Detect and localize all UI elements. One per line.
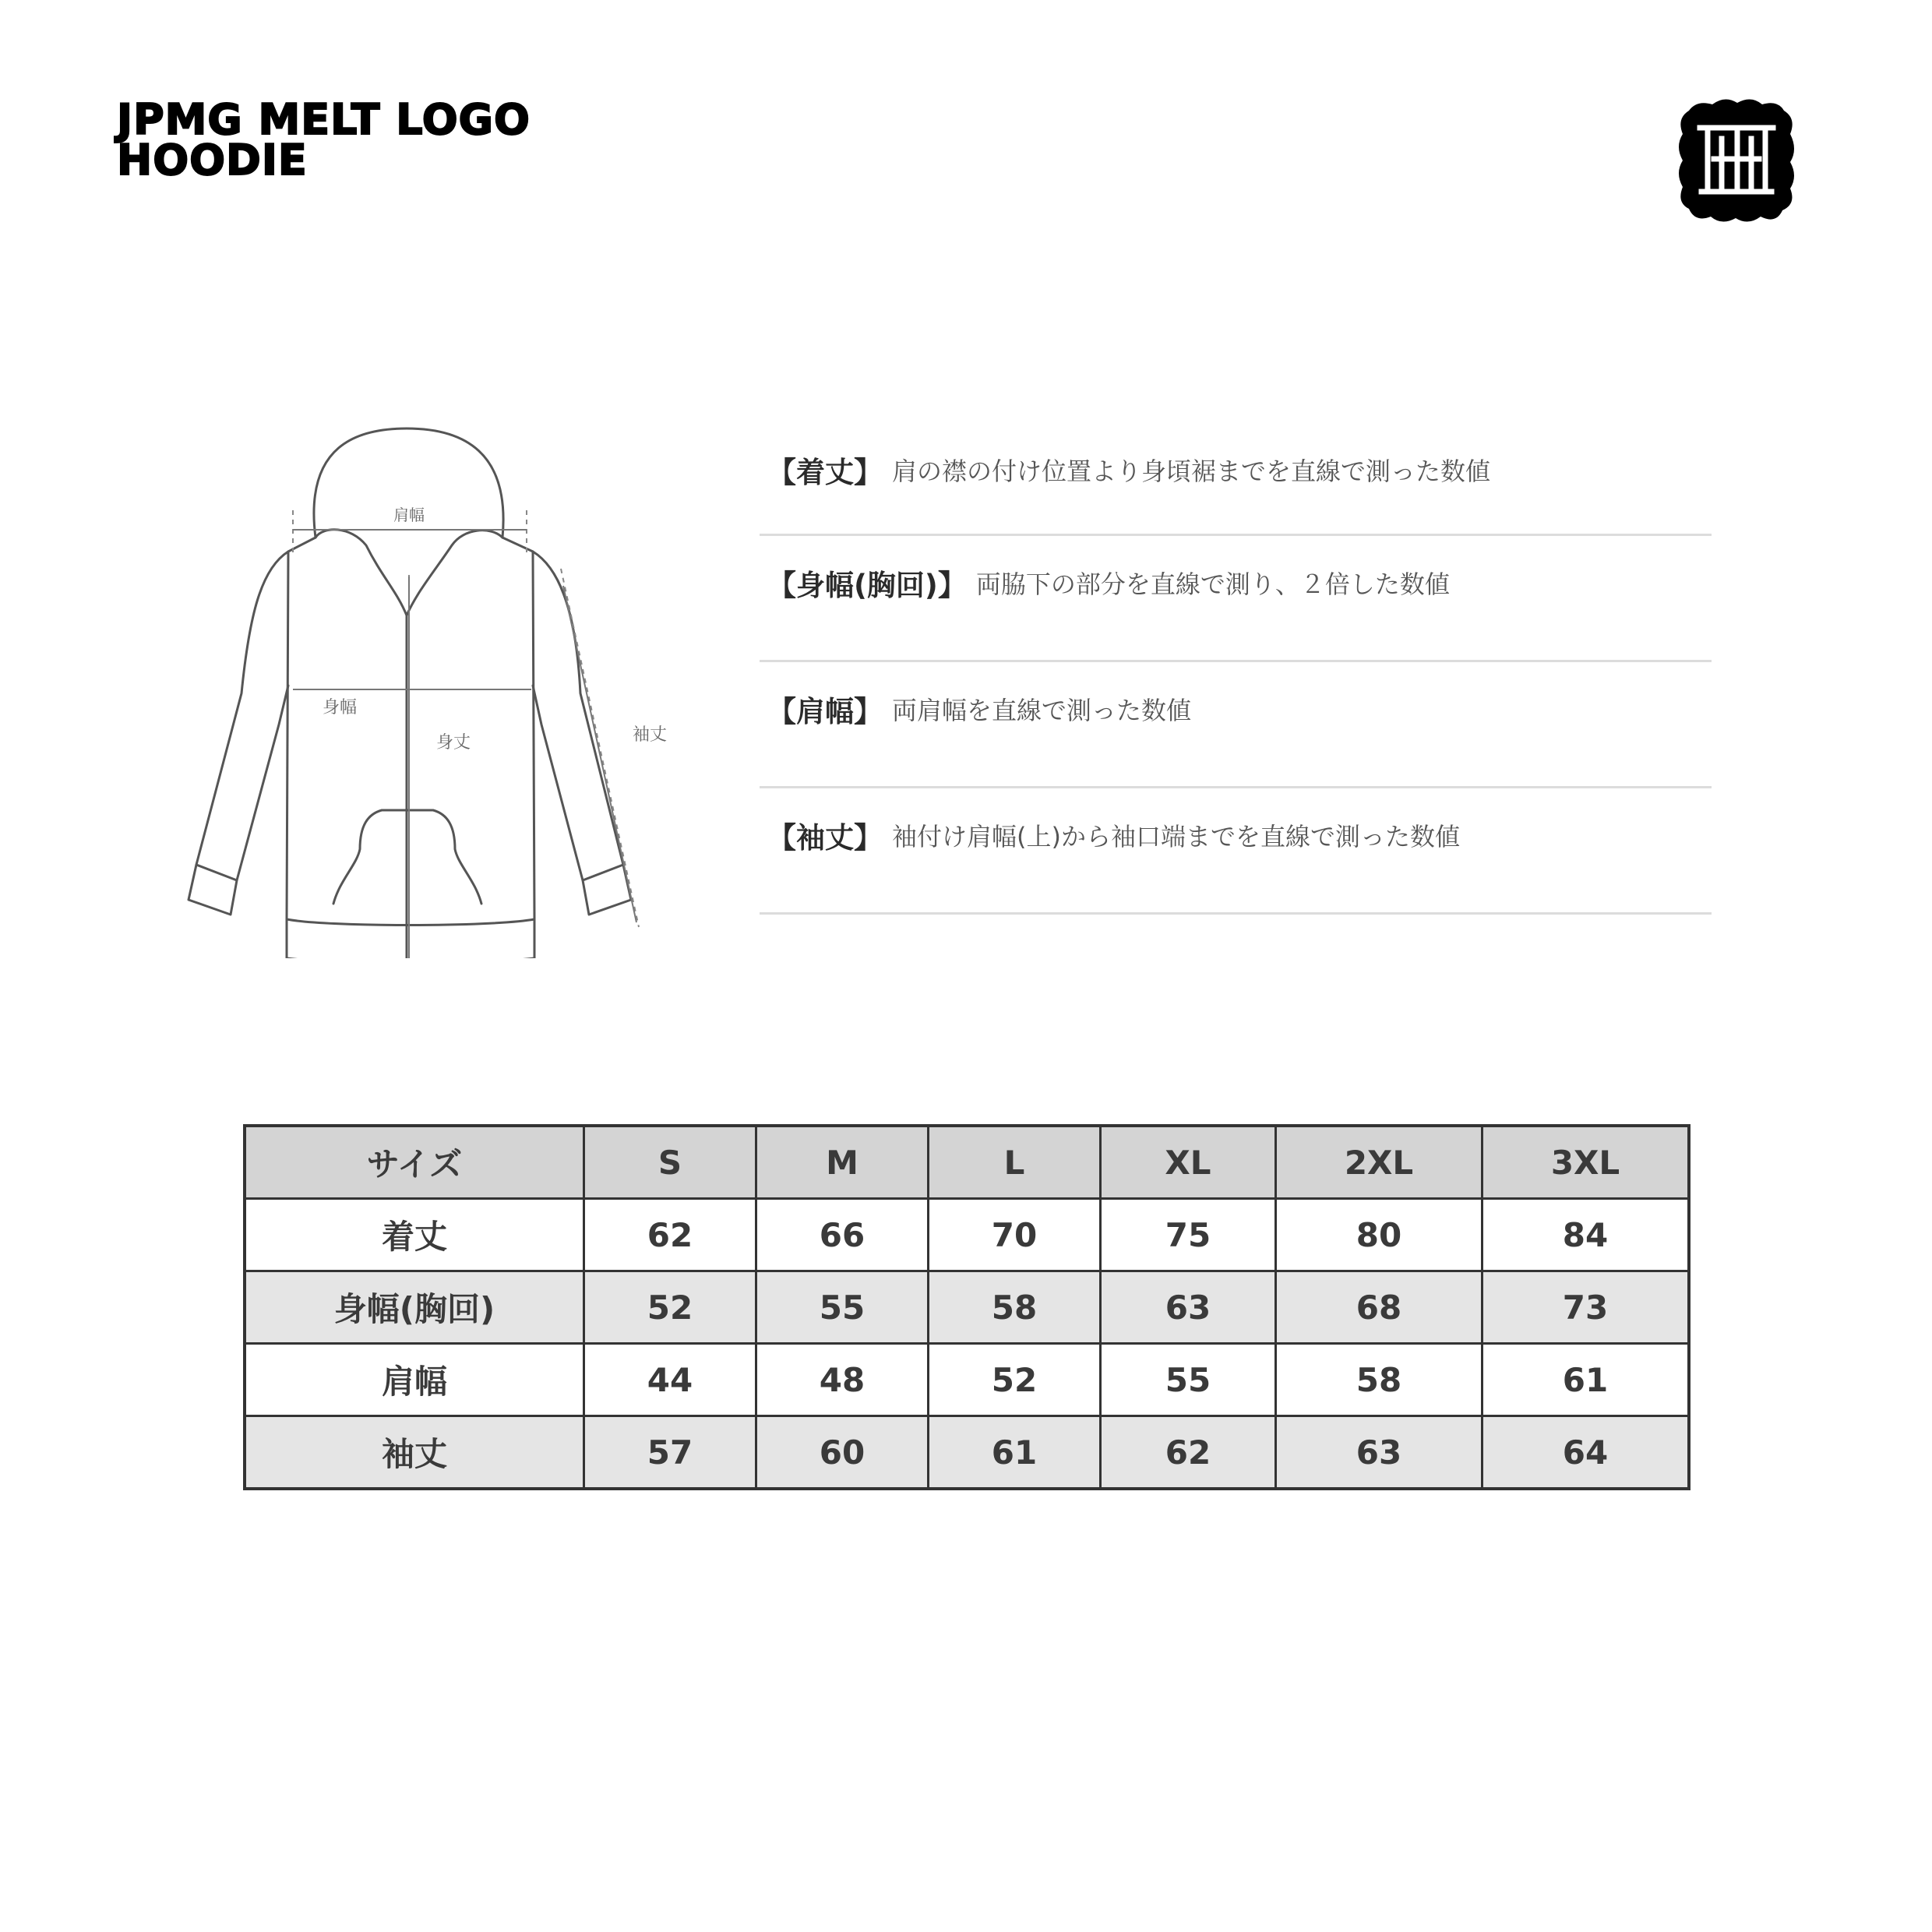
sleeve-measure-line	[563, 586, 636, 922]
definition-term: 【身幅(胸回)】	[767, 568, 967, 602]
definition-term: 【肩幅】	[767, 694, 883, 728]
definition-text: 袖付け肩幅(上)から袖口端までを直線で測った数値	[892, 821, 1460, 851]
table-cell: 58	[929, 1271, 1101, 1344]
table-header-cell: 3XL	[1482, 1126, 1690, 1199]
diagram-label-length: 身丈	[436, 733, 471, 753]
definition-item	[760, 436, 1712, 536]
product-title-line-2: HOODIE	[117, 136, 308, 185]
table-cell: 61	[929, 1416, 1101, 1490]
table-cell: 55	[1101, 1344, 1276, 1416]
left-sleeve	[196, 552, 288, 880]
table-cell: 62	[584, 1199, 756, 1271]
table-row	[245, 1199, 1689, 1271]
table-row	[245, 1344, 1689, 1416]
table-cell: 68	[1276, 1271, 1482, 1344]
table-header-cell: XL	[1101, 1126, 1276, 1199]
table-cell: 66	[756, 1199, 929, 1271]
table-header-row	[245, 1126, 1689, 1199]
table-cell: 63	[1101, 1271, 1276, 1344]
table-cell: 62	[1101, 1416, 1276, 1490]
size-chart-table	[243, 1124, 1690, 1490]
product-title-line-1: JPMG MELT LOGO	[117, 95, 531, 144]
table-cell: 73	[1482, 1271, 1690, 1344]
monogram-logo-icon	[1673, 95, 1800, 226]
diagram-label-width: 身幅	[323, 698, 358, 717]
table-cell: 61	[1482, 1344, 1690, 1416]
table-cell: 58	[1276, 1344, 1482, 1416]
definition-term: 【袖丈】	[767, 820, 883, 855]
table-cell: 70	[929, 1199, 1101, 1271]
table-cell: 44	[584, 1344, 756, 1416]
table-header-cell: M	[756, 1126, 929, 1199]
table-row	[245, 1271, 1689, 1344]
table-cell: 52	[929, 1344, 1101, 1416]
definition-item	[760, 662, 1712, 788]
definition-item	[760, 536, 1712, 662]
table-cell: 64	[1482, 1416, 1690, 1490]
table-cell: 80	[1276, 1199, 1482, 1271]
table-header-cell: L	[929, 1126, 1101, 1199]
table-header-cell: サイズ	[245, 1126, 584, 1199]
definition-term: 【着丈】	[767, 455, 883, 489]
definition-text: 両肩幅を直線で測った数値	[892, 695, 1192, 725]
right-sleeve	[533, 552, 623, 880]
table-cell: 55	[756, 1271, 929, 1344]
table-row-label: 肩幅	[245, 1344, 584, 1416]
table-header-cell: 2XL	[1276, 1126, 1482, 1199]
table-cell: 60	[756, 1416, 929, 1490]
definition-text: 肩の襟の付け位置より身頃裾までを直線で測った数値	[892, 456, 1491, 486]
table-cell: 63	[1276, 1416, 1482, 1490]
diagram-label-shoulder: 肩幅	[393, 506, 425, 524]
body-outline	[287, 538, 534, 925]
hoodie-measurement-diagram	[156, 382, 717, 958]
product-title	[117, 95, 531, 185]
table-cell: 52	[584, 1271, 756, 1344]
table-row-label: 身幅(胸回)	[245, 1271, 584, 1344]
table-cell: 84	[1482, 1199, 1690, 1271]
definition-item	[760, 788, 1712, 915]
definition-text: 両脇下の部分を直線で測り、２倍した数値	[975, 569, 1450, 599]
measurement-definitions	[760, 436, 1712, 915]
table-row-label: 袖丈	[245, 1416, 584, 1490]
table-cell: 75	[1101, 1199, 1276, 1271]
diagram-label-sleeve: 袖丈	[633, 725, 668, 745]
table-row-label: 着丈	[245, 1199, 584, 1271]
table-row	[245, 1416, 1689, 1490]
table-header-cell: S	[584, 1126, 756, 1199]
table-cell: 57	[584, 1416, 756, 1490]
table-cell: 48	[756, 1344, 929, 1416]
